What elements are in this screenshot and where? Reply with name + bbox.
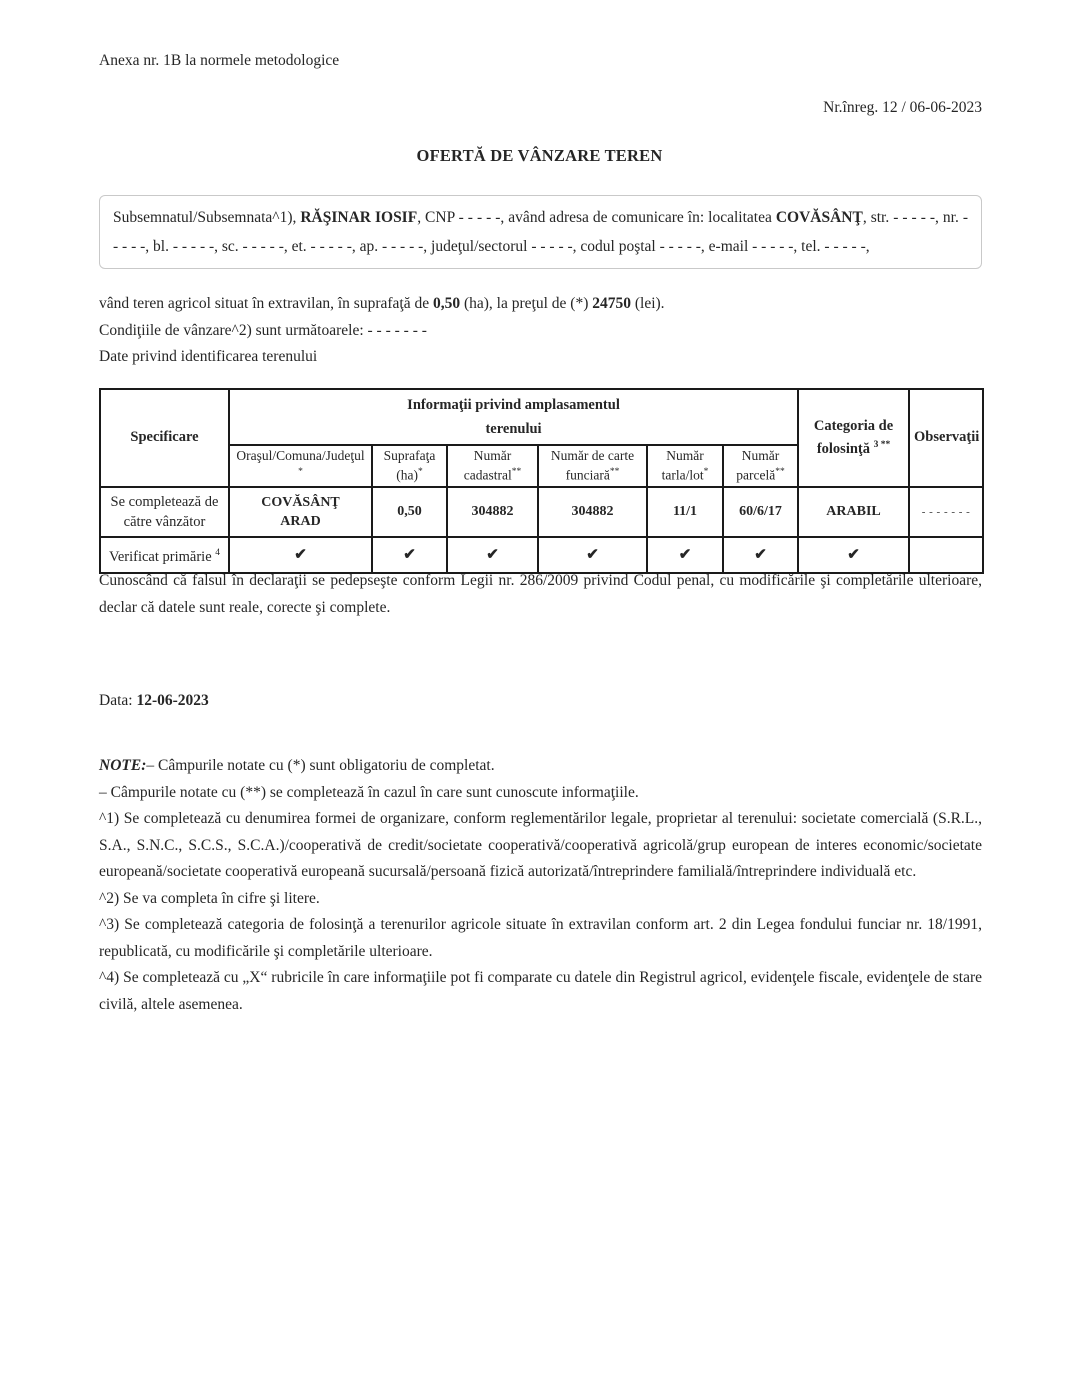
cell-locality-line2: ARAD	[280, 513, 321, 529]
cell-numar-cadastral: 304882	[447, 487, 538, 537]
note-item: ^2) Se va completa în cifre şi litere.	[99, 889, 320, 907]
note-item: ^1) Se completează cu denumirea formei de organizare, conform reglementărilor legale, proprietar al terenului: societate comercială (S.R.L., S.A., S.N.C., S.C.S., S.C.A.)/cooperativă de credit/societate cooperativă/cooperativă agricolă/grup european de interes economic/societate europeană/societate cooperativă europeană sucursală/persoană fizică autorizată/întreprindere familială/întreprindere individuală etc.	[99, 810, 982, 880]
header-carte-funciara	[538, 445, 647, 487]
header-tarla-lot	[647, 445, 723, 487]
date-label: Data:	[99, 692, 137, 709]
check-icon: ✔	[229, 537, 372, 573]
area-value: 0,50	[432, 295, 461, 312]
check-icon: ✔	[647, 537, 723, 573]
cell-observatii: - - - - - - -	[909, 487, 983, 537]
notes-section	[99, 753, 982, 1018]
header-tarla-line1: Număr	[666, 448, 704, 463]
header-tarla-superscript: *	[703, 467, 709, 477]
legal-declaration: Cunoscând că falsul în declaraţii se pedepseşte conform Legii nr. 286/2009 privind Codul penal, cu modificările şi completările ulterioare, declar că datele sunt reale, corecte şi complete.	[99, 572, 982, 616]
sale-line-suffix: (lei).	[630, 295, 665, 312]
cell-parcela: 60/6/17	[723, 487, 798, 537]
verify-label-superscript: 4	[215, 547, 221, 558]
header-suprafata-line1: Suprafaţa	[383, 448, 436, 463]
header-oras-comuna-judet	[229, 445, 372, 487]
cell-categoria: ARABIL	[798, 487, 909, 537]
header-parcela	[723, 445, 798, 487]
header-amplasament-line1: Informaţii privind amplasamentul	[407, 396, 620, 413]
price-value: 24750	[592, 295, 631, 312]
cell-locality	[229, 487, 372, 537]
header-cadastral-superscript: **	[511, 467, 522, 477]
declarant-prefix: Subsemnatul/Subsemnata^1),	[113, 209, 301, 226]
document-title: OFERTĂ DE VÂNZARE TEREN	[416, 146, 663, 165]
sale-line-prefix: vând teren agricol situat în extravilan, în suprafaţă de	[99, 295, 433, 312]
date-line	[99, 692, 209, 710]
header-amplasament-group	[229, 389, 798, 445]
cell-tarla-lot: 11/1	[647, 487, 723, 537]
intro-block	[99, 291, 982, 371]
land-identification-table	[99, 388, 984, 574]
annex-label: Anexa nr. 1B la normele metodologice	[99, 52, 340, 69]
header-parcela-line2: parcelă	[736, 467, 776, 483]
identification-heading: Date privind identificarea terenului	[99, 348, 318, 365]
declarant-locality: COVĂSÂNŢ	[775, 209, 863, 226]
date-value: 12-06-2023	[136, 692, 209, 709]
check-icon: ✔	[538, 537, 647, 573]
conditions-line: Condiţiile de vânzare^2) sunt următoarele: - - - - - - -	[99, 321, 427, 339]
header-suprafata-superscript: *	[417, 467, 423, 477]
sale-line	[99, 291, 982, 318]
header-amplasament-line2: terenului	[485, 420, 542, 437]
header-suprafata	[372, 445, 447, 487]
note-item: – Câmpurile notate cu (**) se completează în cazul în care sunt cunoscute informaţiile.	[99, 783, 639, 801]
registration-number: Nr.înreg. 12 / 06-06-2023	[823, 99, 982, 116]
header-categoria-folosinta	[798, 389, 909, 487]
header-categoria-superscript: 3 **	[873, 439, 891, 450]
header-cadastral-line1: Număr	[473, 448, 512, 463]
header-categoria-text: Categoria de folosinţă	[813, 417, 894, 457]
header-carte-superscript: **	[609, 467, 620, 477]
check-icon: ✔	[372, 537, 447, 573]
declarant-cnp-segment: , CNP - - - - -, având adresa de comunicare în: localitatea	[417, 209, 776, 226]
header-numar-cadastral	[447, 445, 538, 487]
header-tarla-line2: tarla/lot	[661, 467, 704, 483]
check-icon: ✔	[447, 537, 538, 573]
note-item: ^4) Se completează cu „X“ rubricile în care informaţiile pot fi comparate cu datele din Registrul agricol, evidenţele fiscale, evidenţele de stare civilă, altele asemenea.	[99, 969, 982, 1013]
note-item	[99, 753, 982, 780]
note-label: NOTE:	[99, 757, 147, 774]
header-suprafata-line2: (ha)	[396, 467, 418, 483]
header-observatii: Observaţii	[909, 389, 983, 487]
verify-label-text: Verificat primărie	[108, 548, 212, 565]
seller-data-row	[100, 487, 983, 537]
header-oras-line1: Oraşul/Comuna/Judeţul	[236, 448, 365, 463]
declarant-address-fields: , str. - - - - -, nr. - - - - -, bl. - - - - -, sc. - - - - -, et. - - - - -, ap. - - - - -, judeţul/sectorul - - - - -, codul poştal - - - - -, e-mail - - - - -, tel. - - - - -,	[113, 209, 968, 255]
header-parcela-superscript: **	[775, 467, 785, 477]
cell-suprafata: 0,50	[372, 487, 447, 537]
note-item: ^3) Se completează categoria de folosinţă a terenurilor agricole situate în extravilan conform art. 2 din Legea fondului funciar nr. 18/1991, republicată, cu modificările şi completările ulterioare.	[99, 916, 982, 960]
header-carte-line1: Număr de carte	[550, 448, 635, 463]
header-carte-line2: funciară	[565, 467, 610, 483]
declarant-name: RĂŞINAR IOSIF	[300, 209, 418, 226]
check-icon: ✔	[723, 537, 798, 573]
header-specificare: Specificare	[100, 389, 229, 487]
cell-carte-funciara: 304882	[538, 487, 647, 537]
check-icon: ✔	[798, 537, 909, 573]
note-0-text: – Câmpurile notate cu (*) sunt obligatoriu de completat.	[146, 757, 495, 774]
declarant-box	[99, 195, 982, 269]
sale-line-mid: (ha), la preţul de (*)	[460, 295, 593, 312]
seller-row-label: Se completează de către vânzător	[100, 487, 229, 537]
cell-locality-line1: COVĂSÂNŢ	[261, 494, 340, 510]
header-parcela-line1: Număr	[741, 448, 780, 463]
header-cadastral-line2: cadastral	[463, 467, 512, 483]
header-oras-superscript: *	[298, 467, 303, 477]
